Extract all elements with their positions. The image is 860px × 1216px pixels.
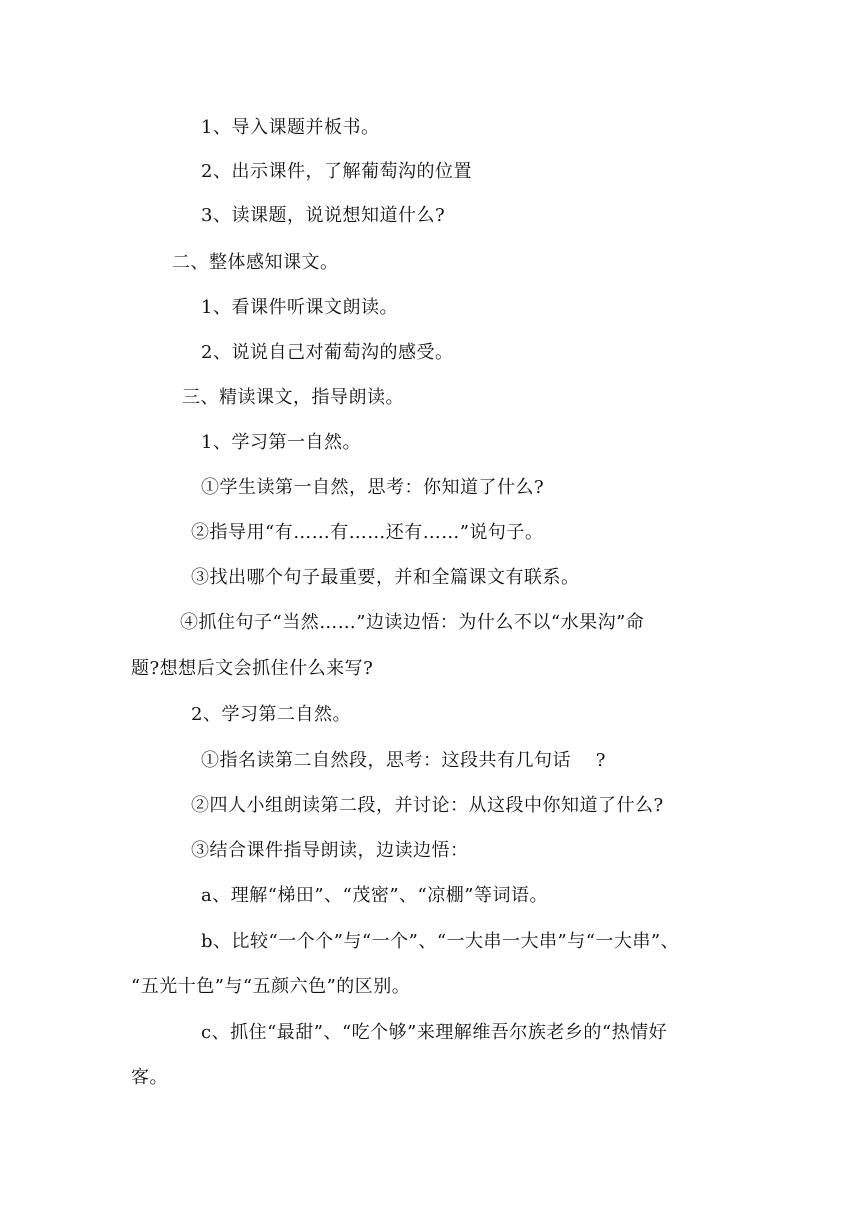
section-heading: 二、整体感知课文。 bbox=[172, 252, 339, 273]
text-line: ①学生读第一自然，思考：你知道了什么? bbox=[201, 477, 545, 498]
text-line: ②四人小组朗读第二段，并讨论：从这段中你知道了什么? bbox=[191, 795, 664, 816]
text-line: 1、导入课题并板书。 bbox=[201, 117, 380, 138]
text-line: a、理解“梯田”、“茂密”、“凉棚”等词语。 bbox=[201, 885, 548, 906]
text-line: 题?想想后文会抓住什么来写? bbox=[131, 658, 374, 679]
text-line: 1、看课件听课文朗读。 bbox=[201, 297, 398, 318]
text-line: ③找出哪个句子最重要，并和全篇课文有联系。 bbox=[191, 567, 580, 588]
section-heading: 三、精读课文，指导朗读。 bbox=[182, 387, 404, 408]
text-line: “五光十色”与“五颜六色”的区别。 bbox=[131, 976, 411, 997]
text-line: 1、学习第一自然。 bbox=[201, 432, 361, 453]
text-line: 3、读课题，说说想知道什么? bbox=[201, 205, 446, 226]
text-line: ②指导用“有……有……还有……”说句子。 bbox=[191, 522, 544, 543]
text-line: ④抓住句子“当然……”边读边悟：为什么不以“水果沟”命 bbox=[180, 612, 645, 633]
text-line: 2、说说自己对葡萄沟的感受。 bbox=[201, 342, 454, 363]
text-line: 2、出示课件，了解葡萄沟的位置 bbox=[201, 161, 472, 182]
text-line: c、抓住“最甜”、“吃个够”来理解维吾尔族老乡的“热情好 bbox=[201, 1022, 668, 1043]
text-line: 2、学习第二自然。 bbox=[191, 704, 351, 725]
text-line: ①指名读第二自然段，思考：这段共有几句话 ? bbox=[201, 750, 606, 771]
text-line: ③结合课件指导朗读，边读边悟： bbox=[191, 840, 469, 861]
text-line: 客。 bbox=[131, 1067, 168, 1088]
text-line: b、比较“一个个”与“一个”、“一大串一大串”与“一大串”、 bbox=[201, 931, 680, 952]
